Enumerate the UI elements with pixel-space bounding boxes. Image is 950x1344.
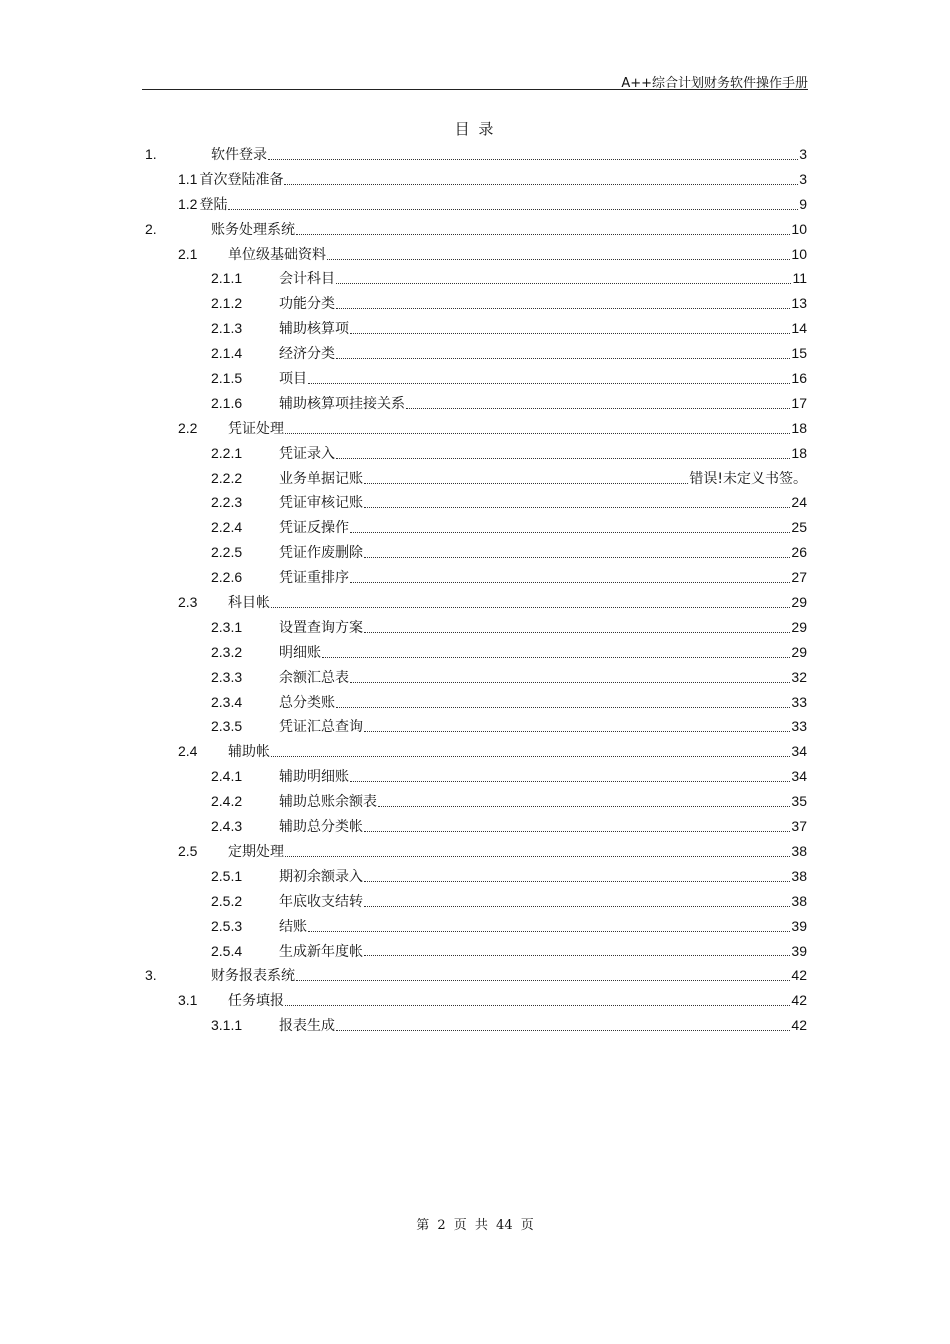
toc-entry-number: 3. bbox=[145, 967, 157, 984]
toc-entry-page: 35 bbox=[791, 793, 807, 810]
toc-dot-leader bbox=[350, 682, 790, 683]
toc-dot-leader bbox=[364, 557, 790, 558]
toc-entry[interactable] bbox=[142, 192, 807, 217]
toc-entry[interactable] bbox=[142, 490, 807, 515]
toc-entry-number: 2.4.1 bbox=[211, 768, 243, 785]
toc-dot-leader bbox=[284, 184, 798, 185]
toc-entry[interactable] bbox=[142, 889, 807, 914]
toc-entry[interactable] bbox=[142, 416, 807, 441]
toc-entry-number: 2.1 bbox=[178, 245, 198, 262]
toc-entry-title: 科目帐 bbox=[228, 595, 270, 612]
toc-entry[interactable] bbox=[142, 839, 807, 864]
toc-entry[interactable] bbox=[142, 341, 807, 366]
toc-entry-number: 2.1.6 bbox=[211, 394, 243, 411]
toc-dot-leader bbox=[271, 607, 790, 608]
toc-entry-page: 34 bbox=[791, 768, 807, 785]
toc-dot-leader bbox=[406, 408, 790, 409]
toc-entry[interactable] bbox=[142, 316, 807, 341]
toc-entry-title: 辅助总分类帐 bbox=[279, 819, 363, 836]
toc-entry-number: 2.3.5 bbox=[211, 718, 243, 735]
toc-dot-leader bbox=[336, 1030, 790, 1031]
toc-entry-number: 2.5 bbox=[178, 842, 198, 859]
toc-entry-title: 凭证处理 bbox=[228, 420, 284, 437]
toc-entry-title: 辅助核算项挂接关系 bbox=[279, 395, 405, 412]
toc-entry-title: 凭证反操作 bbox=[279, 520, 349, 537]
toc-entry-page: 29 bbox=[791, 618, 807, 635]
toc-entry[interactable] bbox=[142, 739, 807, 764]
toc-entry[interactable] bbox=[142, 565, 807, 590]
toc-entry-title: 软件登录 bbox=[211, 147, 267, 163]
toc-entry-number: 2.5.1 bbox=[211, 867, 243, 884]
toc-dot-leader bbox=[364, 507, 790, 508]
toc-entry[interactable] bbox=[142, 690, 807, 715]
toc-entry-title: 凭证汇总查询 bbox=[279, 719, 363, 736]
toc-entry-title: 辅助帐 bbox=[228, 744, 270, 761]
toc-entry-number: 2.5.2 bbox=[211, 892, 243, 909]
toc-dot-leader bbox=[285, 433, 790, 434]
toc-entry-page: 29 bbox=[791, 643, 807, 660]
toc-entry[interactable] bbox=[142, 441, 807, 466]
toc-entry[interactable] bbox=[142, 814, 807, 839]
toc-entry-number: 2.5.3 bbox=[211, 917, 243, 934]
toc-entry[interactable] bbox=[142, 242, 807, 267]
toc-entry-number: 2.1.3 bbox=[211, 320, 243, 337]
toc-entry-number: 2.1.2 bbox=[211, 295, 243, 312]
toc-dot-leader bbox=[336, 308, 790, 309]
toc-entry[interactable] bbox=[142, 665, 807, 690]
toc-entry-page: 10 bbox=[791, 245, 807, 262]
toc-entry-number: 2.4.3 bbox=[211, 818, 243, 835]
toc-entry-title: 业务单据记账 bbox=[279, 470, 363, 487]
toc-entry-number: 2.2 bbox=[178, 419, 198, 436]
toc-entry-number: 2.1.1 bbox=[211, 270, 243, 287]
toc-entry-number: 2.3.3 bbox=[211, 668, 243, 685]
toc-entry[interactable] bbox=[142, 167, 807, 192]
toc-entry-number: 2.1.4 bbox=[211, 345, 243, 362]
toc-entry-number: 2.3 bbox=[178, 594, 198, 611]
toc-entry-number: 2.1.5 bbox=[211, 370, 243, 387]
toc-entry-page: 3 bbox=[799, 170, 807, 187]
toc-dot-leader bbox=[364, 955, 790, 956]
toc-dot-leader bbox=[350, 781, 790, 782]
toc-entry-title: 定期处理 bbox=[228, 843, 284, 860]
toc-dot-leader bbox=[271, 756, 790, 757]
toc-entry-title: 单位级基础资料 bbox=[228, 246, 326, 263]
toc-entry-page: 10 bbox=[791, 220, 807, 237]
toc-entry-title: 任务填报 bbox=[228, 993, 284, 1010]
toc-entry-page: 38 bbox=[791, 892, 807, 909]
toc-entry-title: 凭证作废删除 bbox=[279, 545, 363, 562]
toc-entry-page: 42 bbox=[791, 992, 807, 1009]
toc-entry-number: 1.1 bbox=[178, 170, 198, 187]
toc-entry-title: 报表生成 bbox=[279, 1018, 335, 1035]
toc-entry-title: 辅助总账余额表 bbox=[279, 794, 377, 811]
toc-dot-leader bbox=[296, 980, 790, 981]
toc-entry[interactable] bbox=[142, 939, 807, 964]
toc-dot-leader bbox=[364, 731, 790, 732]
toc-entry[interactable] bbox=[142, 988, 807, 1013]
toc-entry-page: 37 bbox=[791, 818, 807, 835]
toc-entry-number: 2. bbox=[145, 220, 157, 237]
toc-entry[interactable] bbox=[142, 789, 807, 814]
toc-entry-number: 1.2 bbox=[178, 195, 198, 212]
toc-entry-title: 总分类账 bbox=[279, 694, 335, 711]
toc-dot-leader bbox=[308, 383, 790, 384]
toc-entry[interactable] bbox=[142, 391, 807, 416]
toc-dot-leader bbox=[364, 632, 790, 633]
toc-entry-page: 33 bbox=[791, 693, 807, 710]
toc-heading: 目 录 bbox=[454, 120, 496, 138]
toc-dot-leader bbox=[350, 333, 790, 334]
toc-dot-leader bbox=[268, 159, 798, 160]
toc-entry-number: 2.5.4 bbox=[211, 942, 243, 959]
toc-entry-page: 3 bbox=[799, 146, 807, 162]
toc-dot-leader bbox=[228, 209, 798, 210]
toc-entry-page: 9 bbox=[799, 195, 807, 212]
toc-entry[interactable] bbox=[142, 466, 807, 491]
header-rule bbox=[142, 89, 808, 90]
toc-entry-page: 13 bbox=[791, 295, 807, 312]
toc-entry-page: 42 bbox=[791, 967, 807, 984]
toc-entry-title: 凭证录入 bbox=[279, 445, 335, 462]
toc-entry[interactable] bbox=[142, 764, 807, 789]
toc-entry[interactable] bbox=[142, 914, 807, 939]
toc-entry-page: 18 bbox=[791, 444, 807, 461]
toc-entry-page: 38 bbox=[791, 842, 807, 859]
toc-entry-title: 会计科目 bbox=[279, 271, 335, 288]
toc-entry-title: 余额汇总表 bbox=[279, 669, 349, 686]
toc-entry-number: 2.2.4 bbox=[211, 519, 243, 536]
toc-entry-number: 1. bbox=[145, 146, 157, 162]
toc-entry-page: 11 bbox=[792, 270, 807, 287]
toc-entry[interactable] bbox=[142, 615, 807, 640]
toc-dot-leader bbox=[336, 283, 791, 284]
toc-entry-title: 功能分类 bbox=[279, 296, 335, 313]
toc-entry[interactable] bbox=[142, 540, 807, 565]
toc-dot-leader bbox=[308, 931, 790, 932]
page-header-title: A++综合计划财务软件操作手册 bbox=[621, 76, 808, 91]
toc-entry-title: 辅助明细账 bbox=[279, 769, 349, 786]
toc-entry-page: 24 bbox=[791, 494, 807, 511]
toc-entry-page: 25 bbox=[791, 519, 807, 536]
toc-entry-page: 39 bbox=[791, 942, 807, 959]
toc-dot-leader bbox=[364, 831, 790, 832]
toc-entry-title: 财务报表系统 bbox=[211, 968, 295, 985]
toc-entry-page: 17 bbox=[791, 394, 807, 411]
toc-entry-number: 2.4.2 bbox=[211, 793, 243, 810]
toc-entry-page: 29 bbox=[791, 594, 807, 611]
toc-entry[interactable] bbox=[142, 291, 807, 316]
toc-entry[interactable] bbox=[142, 864, 807, 889]
toc-entry-title: 明细账 bbox=[279, 644, 321, 661]
toc-dot-leader bbox=[364, 881, 790, 882]
toc-entry-title: 设置查询方案 bbox=[279, 619, 363, 636]
toc-entry[interactable] bbox=[142, 1013, 807, 1038]
toc-entry-page: 39 bbox=[791, 917, 807, 934]
toc-entry[interactable] bbox=[142, 515, 807, 540]
toc-entry-number: 3.1 bbox=[178, 992, 198, 1009]
toc-entry-number: 2.2.5 bbox=[211, 544, 243, 561]
toc-entry[interactable] bbox=[142, 366, 807, 391]
toc-dot-leader bbox=[336, 358, 790, 359]
toc-dot-leader bbox=[364, 483, 688, 484]
toc-entry-title: 首次登陆准备 bbox=[199, 171, 284, 188]
table-of-contents bbox=[142, 142, 807, 1038]
toc-entry-page: 38 bbox=[791, 867, 807, 884]
toc-entry-page: 27 bbox=[791, 569, 807, 586]
toc-entry-page: 34 bbox=[791, 743, 807, 760]
toc-dot-leader bbox=[350, 532, 790, 533]
toc-entry-title: 生成新年度帐 bbox=[279, 943, 363, 960]
toc-dot-leader bbox=[336, 458, 790, 459]
toc-entry-title: 辅助核算项 bbox=[279, 321, 349, 338]
toc-entry-title: 凭证重排序 bbox=[279, 570, 349, 587]
toc-entry-page: 15 bbox=[791, 345, 807, 362]
toc-entry-title: 期初余额录入 bbox=[279, 868, 363, 885]
toc-entry-number: 2.3.2 bbox=[211, 643, 243, 660]
toc-entry-number: 2.3.1 bbox=[211, 618, 243, 635]
toc-entry-page: 32 bbox=[791, 668, 807, 685]
toc-entry-title: 凭证审核记账 bbox=[279, 495, 363, 512]
toc-entry-number: 2.4 bbox=[178, 743, 198, 760]
toc-entry[interactable] bbox=[142, 640, 807, 665]
toc-dot-leader bbox=[327, 259, 790, 260]
toc-entry-page: 错误!未定义书签。 bbox=[689, 470, 807, 487]
toc-entry-number: 2.3.4 bbox=[211, 693, 243, 710]
toc-entry-number: 2.2.2 bbox=[211, 469, 243, 486]
toc-dot-leader bbox=[322, 657, 790, 658]
toc-entry[interactable] bbox=[142, 963, 807, 988]
toc-entry-title: 项目 bbox=[279, 371, 307, 388]
toc-entry-number: 2.2.3 bbox=[211, 494, 243, 511]
toc-entry[interactable] bbox=[142, 266, 807, 291]
toc-entry-page: 33 bbox=[791, 718, 807, 735]
toc-entry-page: 16 bbox=[791, 370, 807, 387]
toc-entry[interactable] bbox=[142, 217, 807, 242]
toc-entry-title: 经济分类 bbox=[279, 346, 335, 363]
toc-entry[interactable] bbox=[142, 590, 807, 615]
toc-entry-page: 26 bbox=[791, 544, 807, 561]
toc-entry-title: 结账 bbox=[279, 918, 307, 935]
toc-dot-leader bbox=[364, 906, 790, 907]
toc-dot-leader bbox=[296, 234, 790, 235]
toc-entry-page: 42 bbox=[791, 1017, 807, 1034]
toc-dot-leader bbox=[336, 707, 790, 708]
toc-entry-title: 账务处理系统 bbox=[211, 221, 295, 238]
toc-entry-page: 18 bbox=[791, 419, 807, 436]
toc-entry-title: 登陆 bbox=[199, 196, 228, 213]
toc-entry-title: 年底收支结转 bbox=[279, 893, 363, 910]
page-footer-number: 第 2 页 共 44 页 bbox=[416, 1218, 534, 1233]
toc-dot-leader bbox=[378, 806, 790, 807]
toc-entry-number: 2.2.1 bbox=[211, 444, 243, 461]
toc-entry[interactable] bbox=[142, 714, 807, 739]
toc-entry-number: 2.2.6 bbox=[211, 569, 243, 586]
toc-dot-leader bbox=[285, 856, 790, 857]
toc-dot-leader bbox=[285, 1005, 790, 1006]
toc-entry-number: 3.1.1 bbox=[211, 1017, 243, 1034]
toc-entry-page: 14 bbox=[791, 320, 807, 337]
toc-dot-leader bbox=[350, 582, 790, 583]
toc-entry[interactable] bbox=[142, 142, 807, 167]
